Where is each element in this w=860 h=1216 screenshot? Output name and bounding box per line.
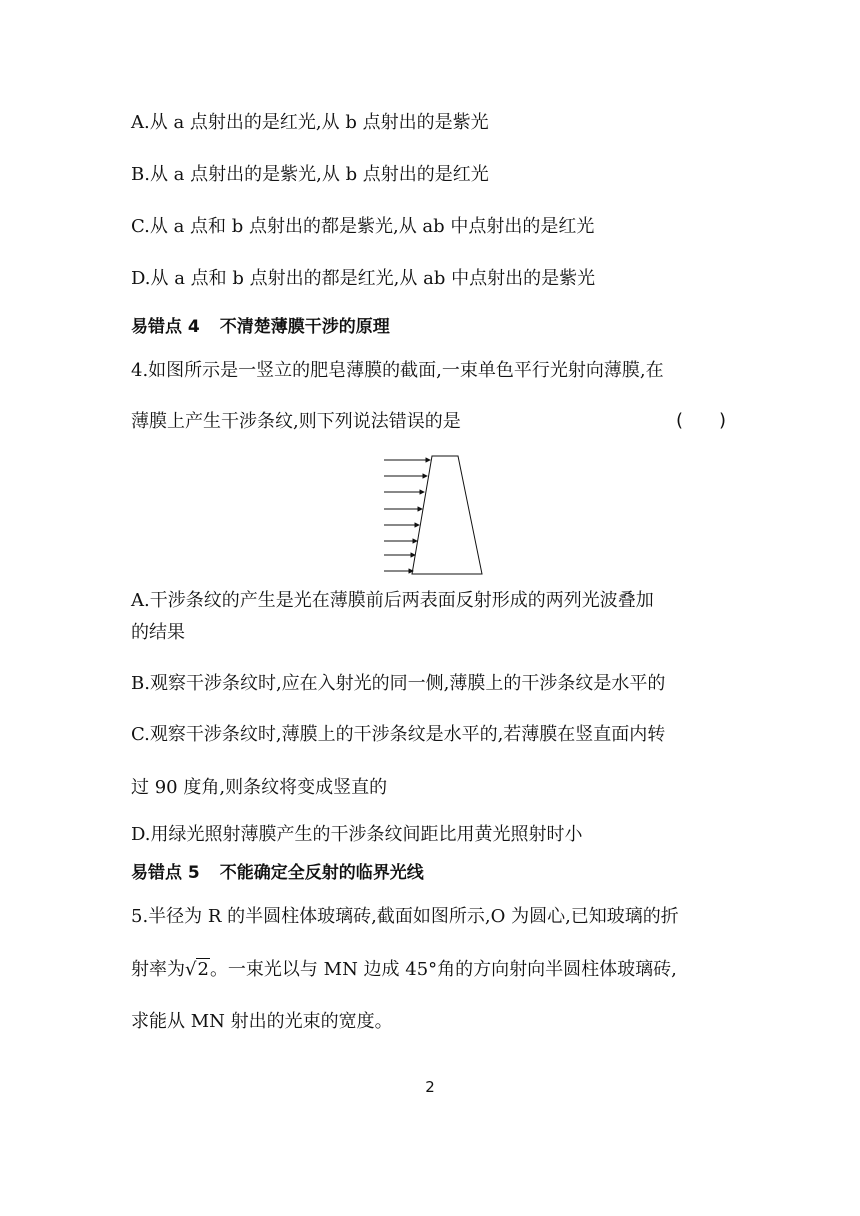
section-title: 不能确定全反射的临界光线: [219, 863, 424, 883]
section-title: 不清楚薄膜干涉的原理: [219, 317, 390, 337]
section-heading-4: [131, 315, 390, 339]
page-number: 2: [425, 1078, 435, 1096]
sqrt-expression: √2: [185, 959, 209, 980]
q3-option-b: B.从 a 点射出的是紫光,从 b 点射出的是红光: [131, 164, 489, 185]
soap-film-diagram: [378, 452, 484, 578]
section-label: 易错点 5: [131, 863, 200, 883]
q5-line2-start: 射率为: [131, 959, 185, 980]
q4-option-a-line1: A.干涉条纹的产生是光在薄膜前后两表面反射形成的两列光波叠加: [131, 590, 654, 611]
q4-stem-line1: 4.如图所示是一竖立的肥皂薄膜的截面,一束单色平行光射向薄膜,在: [131, 360, 664, 381]
q3-option-c: C.从 a 点和 b 点射出的都是紫光,从 ab 中点射出的是红光: [131, 216, 595, 237]
q4-option-a-line2: 的结果: [131, 622, 185, 643]
bracket-open: (: [676, 410, 684, 431]
q3-option-d: D.从 a 点和 b 点射出的都是红光,从 ab 中点射出的是紫光: [131, 268, 596, 289]
q5-line1: 5.半径为 R 的半圆柱体玻璃砖,截面如图所示,O 为圆心,已知玻璃的折: [131, 906, 679, 927]
q4-stem-line2: 薄膜上产生干涉条纹,则下列说法错误的是: [131, 411, 461, 432]
q4-option-c-line2: 过 90 度角,则条纹将变成竖直的: [131, 777, 388, 798]
q5-line2-end: 。一束光以与 MN 边成 45°角的方向射向半圆柱体玻璃砖,: [209, 959, 677, 980]
q4-option-d: D.用绿光照射薄膜产生的干涉条纹间距比用黄光照射时小: [131, 824, 583, 845]
section-label: 易错点 4: [131, 317, 200, 337]
section-heading-5: [131, 861, 424, 885]
q4-option-c-line1: C.观察干涉条纹时,薄膜上的干涉条纹是水平的,若薄膜在竖直面内转: [131, 724, 666, 745]
q3-option-a: A.从 a 点射出的是红光,从 b 点射出的是紫光: [131, 112, 489, 133]
q4-option-b: B.观察干涉条纹时,应在入射光的同一侧,薄膜上的干涉条纹是水平的: [131, 673, 666, 694]
film-cross-section: [412, 456, 482, 574]
answer-bracket: [676, 410, 726, 431]
sqrt-radicand: 2: [197, 959, 209, 980]
q5-line2: [131, 958, 677, 982]
q5-line3: 求能从 MN 射出的光束的宽度。: [131, 1011, 393, 1032]
bracket-close: ): [719, 410, 727, 431]
incident-light-rays: [384, 460, 430, 571]
